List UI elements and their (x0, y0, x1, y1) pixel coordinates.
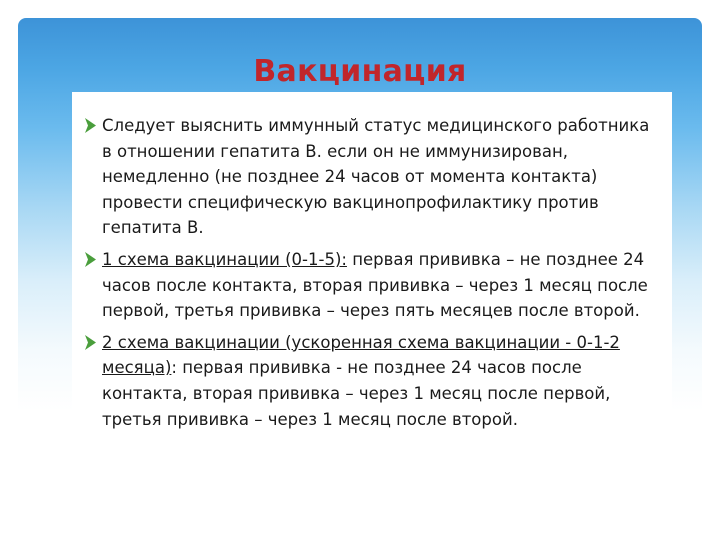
scheme-heading: 2 схема вакцинации (ускоренная схема вакцинации - 0-1-2 месяца) (102, 332, 620, 378)
green-arrow-icon (84, 334, 97, 351)
green-arrow-icon (84, 251, 97, 268)
bullet-item (84, 113, 658, 241)
scheme-heading: 1 схема вакцинации (0-1-5): (102, 249, 347, 269)
slide-title: Вакцинация (253, 54, 467, 89)
bullet-list (84, 113, 658, 438)
bullet-item (84, 247, 658, 324)
bullet-text: первая прививка – не позднее 24 часов после контакта, вторая прививка – через 1 месяц после первой, третья прививка – через пять месяцев после второй. (102, 249, 648, 321)
bullet-text: : первая прививка - не позднее 24 часов после контакта, вторая прививка – через 1 месяц после первой, третья прививка – через 1 месяц после второй. (102, 358, 611, 429)
bullet-item (84, 330, 658, 432)
bullet-text: Следует выяснить иммунный статус медицинского работника в отношении гепатита В. если он не иммунизирован, немедленно (не позднее 24 часов от момента контакта) провести специфическую вакцинопрофилактику против гепатита В. (102, 116, 650, 238)
green-arrow-icon (84, 117, 97, 134)
